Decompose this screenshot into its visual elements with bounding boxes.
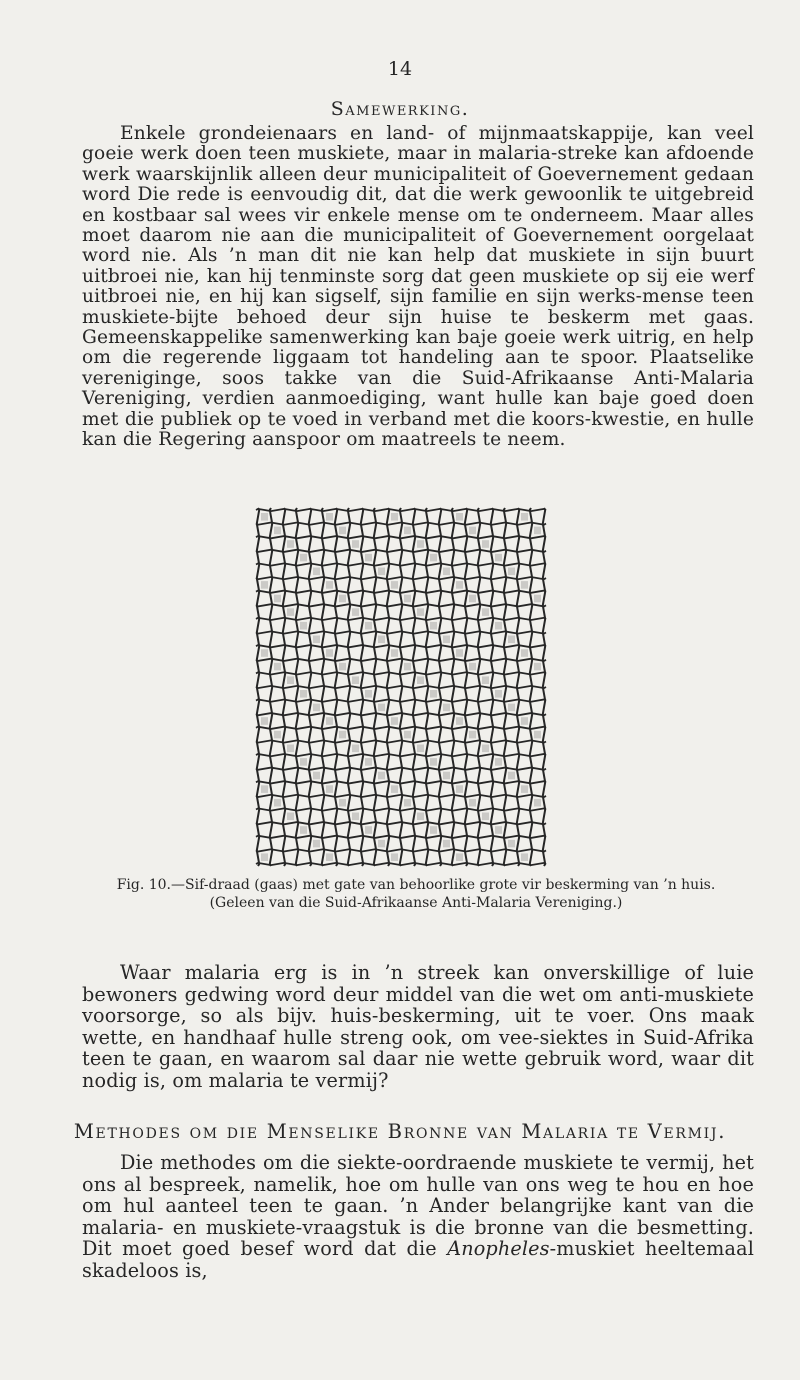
- paragraph-methodes: [82, 1152, 754, 1282]
- figure-caption-line-1: Fig. 10.—Sif-draad (gaas) met gate van behoorlike grote vir beskerming van ’n huis.: [116, 877, 716, 893]
- section-heading-methodes: Methodes om die Menselike Bronne van Malaria te Vermij.: [73, 1120, 727, 1143]
- gauze-weave: [256, 508, 546, 866]
- figure-caption: [96, 876, 736, 912]
- wire-gauze-figure: [254, 506, 548, 868]
- paragraph-methodes-italic: Anopheles: [447, 1237, 550, 1261]
- paragraph-samewerking: Enkele grondeienaars en land- of mijnmaatskappije, kan veel goeie werk doen teen muskiete, maar in malaria-streke kan afdoende werk waarskijnlik alleen deur municipaliteit of Goevernement gedaan word Die rede is eenvoudig dit, dat die werk gewoonlik te uitgebreid en kostbaar sal wees vir enkele mense om te onderneem. Maar alles moet daarom nie aan die municipaliteit of Goevernement oorgelaat word nie. Als ’n man dit nie kan help dat muskiete in sijn buurt uitbroei nie, kan hij tenminste sorg dat geen muskiete op sij eie werf uitbroei nie, en hij kan sigself, sijn familie en sijn werks-mense teen muskiete-bijte behoed deur sijn huise te beskerm met gaas. Gemeenskappelike samenwerking kan baje goeie werk uitrig, en help om die regerende liggaam tot handeling aan te spoor. Plaatselike verenigingе, soos takke van die Suid-Afrikaanse Anti-Malaria Vereniging, verdien aanmoediging, want hulle kan baje goed doen met die publiek op te voed in verband met die koors-kwestie, en hulle kan die Regering aanspoor om maatreels te neem.: [82, 123, 754, 451]
- paragraph-wette: Waar malaria erg is in ’n streek kan onverskillige of luie bewoners gedwing word deur middel van die wet om anti-muskiete voorsorge, so als bijv. huis-beskerming, uit te voer. Ons maak wette, en handhaaf hulle streng ook, om vee-siektes in Suid-Afrika teen te gaan, en waarom sal daar nie wette gebruik word, waar dit nodig is, om malaria te vermij?: [82, 961, 754, 1092]
- section-heading-samewerking: Samewerking.: [330, 98, 470, 120]
- wire-gauze-illustration: [254, 506, 548, 868]
- paragraph-methodes-text-1: Die methodes om die siekte-oordraende muskiete te vermij, het ons al bespreek, namelik, hoe om hulle van ons weg te hou en hoe om hul aanteel teen te gaan. ’n Ander belangrijke kant van die malaria- en muskiete-vraagstuk is die bronne van die besmetting. Dit moet goed besef word dat die: [82, 1151, 754, 1261]
- paragraph-methodes-text-2: -muskiet heeltemaal skadeloos is,: [82, 1237, 754, 1282]
- page-number: 14: [387, 58, 413, 80]
- figure-caption-line-2: (Geleen van die Suid-Afrikaanse Anti-Malaria Vereniging.): [209, 895, 623, 911]
